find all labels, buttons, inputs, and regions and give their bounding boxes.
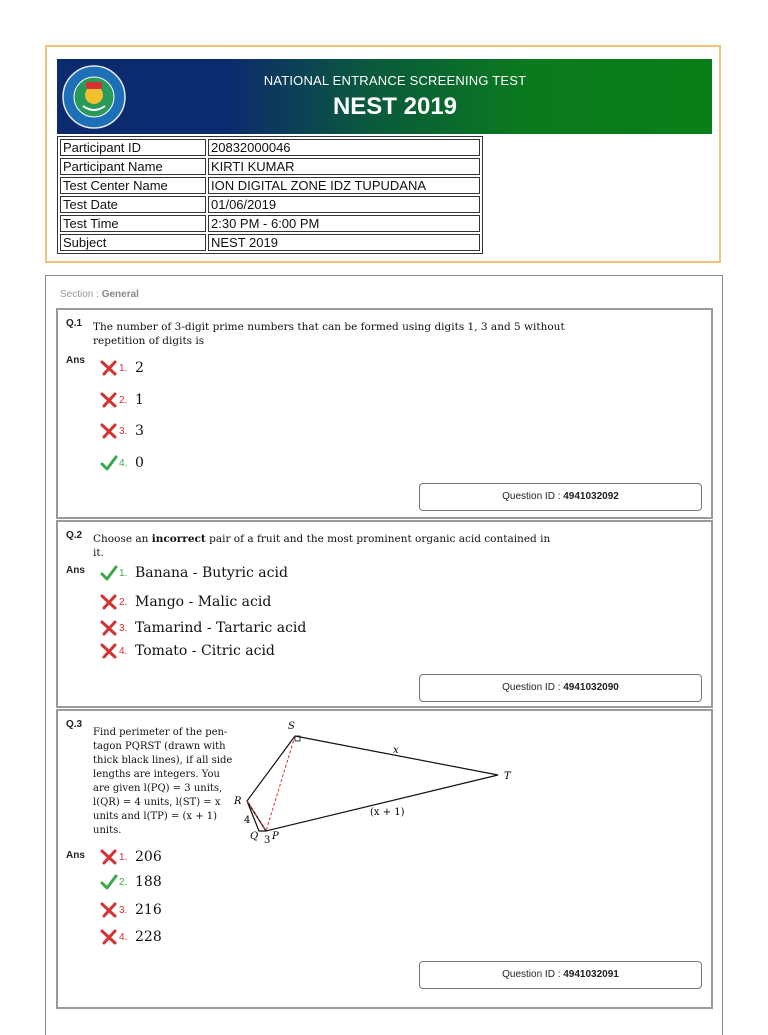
question-id-label: Question ID : xyxy=(502,491,561,502)
question-text-line: repetition of digits is xyxy=(93,335,205,347)
subject-label: Subject xyxy=(60,234,206,251)
label-q: Q xyxy=(250,831,259,842)
option-3 xyxy=(100,620,306,636)
test-date-value: 01/06/2019 xyxy=(208,196,480,213)
option-4 xyxy=(100,643,275,659)
option-2 xyxy=(100,392,144,408)
test-center-label: Test Center Name xyxy=(60,177,206,194)
answer-label: Ans xyxy=(66,850,85,861)
option-3 xyxy=(100,423,144,439)
option-2 xyxy=(100,874,162,890)
question-text xyxy=(93,532,550,560)
option-text: Tomato - Citric acid xyxy=(135,643,275,659)
test-time-label: Test Time xyxy=(60,215,206,232)
cross-icon xyxy=(100,594,118,610)
pentagon-figure xyxy=(228,715,528,845)
label-r: R xyxy=(234,796,242,807)
cross-icon xyxy=(100,423,118,439)
question-text-line: lengths are integers. You xyxy=(93,769,220,780)
question-id-value: 4941032090 xyxy=(563,682,619,693)
answer-label: Ans xyxy=(66,355,85,366)
option-text: 3 xyxy=(135,423,144,439)
option-2 xyxy=(100,594,271,610)
banner-subtitle: NATIONAL ENTRANCE SCREENING TEST xyxy=(263,73,527,88)
option-text: Tamarind - Tartaric acid xyxy=(135,620,307,636)
question-text-bold: incorrect xyxy=(151,533,206,545)
option-number: 3. xyxy=(119,904,128,916)
question-text xyxy=(93,726,232,838)
label-x-plus-1: (x + 1) xyxy=(370,807,405,818)
option-number: 2. xyxy=(119,394,128,406)
label-four: 4 xyxy=(244,815,251,826)
participant-info-table xyxy=(57,136,483,254)
option-text: 206 xyxy=(135,849,162,865)
check-icon xyxy=(100,455,118,471)
diagonal-sp xyxy=(266,736,295,831)
section-label xyxy=(60,289,139,300)
question-text-line: thick black lines), if all side xyxy=(93,755,233,766)
table-row xyxy=(60,158,480,175)
option-number: 4. xyxy=(119,645,128,657)
test-center-value: ION DIGITAL ZONE IDZ TUPUDANA xyxy=(208,177,480,194)
check-icon xyxy=(100,874,118,890)
label-t: T xyxy=(504,771,511,782)
option-number: 1. xyxy=(119,851,128,863)
option-1 xyxy=(100,565,288,581)
option-number: 3. xyxy=(119,622,128,634)
participant-name-label: Participant Name xyxy=(60,158,206,175)
question-text-part: Choose an xyxy=(93,533,152,545)
participant-id-value: 20832000046 xyxy=(208,139,480,156)
nest-logo-icon xyxy=(61,64,127,130)
question-text-line: units and l(TP) = (x + 1) xyxy=(93,811,218,822)
question-id-label: Question ID : xyxy=(502,969,561,980)
option-text: Mango - Malic acid xyxy=(135,594,272,610)
question-number: Q.3 xyxy=(66,719,83,730)
option-text: Banana - Butyric acid xyxy=(135,565,288,581)
option-number: 1. xyxy=(119,362,128,374)
question-text-line: The number of 3-digit prime numbers that can be formed using digits 1, 3 and 5 without xyxy=(93,321,565,333)
question-id-value: 4941032092 xyxy=(563,491,619,502)
cross-icon xyxy=(100,643,118,659)
option-text: 1 xyxy=(135,392,144,408)
question-id-value: 4941032091 xyxy=(563,969,619,980)
question-text-line: Find perimeter of the pen- xyxy=(93,727,228,738)
option-4 xyxy=(100,929,162,945)
option-text: 0 xyxy=(135,455,144,471)
question-card-1 xyxy=(56,308,713,519)
test-time-value: 2:30 PM - 6:00 PM xyxy=(208,215,480,232)
question-text-line: units. xyxy=(93,825,122,836)
section-name: General xyxy=(101,289,139,300)
option-text: 216 xyxy=(135,902,162,918)
check-icon xyxy=(100,565,118,581)
label-x: x xyxy=(393,745,399,756)
participant-name-value: KIRTI KUMAR xyxy=(208,158,480,175)
table-row xyxy=(60,139,480,156)
question-id-box xyxy=(419,674,702,702)
label-p: P xyxy=(272,831,279,842)
option-number: 2. xyxy=(119,876,128,888)
question-text-line: are given l(PQ) = 3 units, xyxy=(93,783,223,794)
question-text-line xyxy=(93,532,550,546)
option-4 xyxy=(100,455,144,471)
label-s: S xyxy=(288,721,295,732)
option-text: 188 xyxy=(135,874,162,890)
participant-id-label: Participant ID xyxy=(60,139,206,156)
question-text xyxy=(93,320,565,348)
cross-icon xyxy=(100,849,118,865)
cross-icon xyxy=(100,360,118,376)
option-text: 2 xyxy=(135,360,144,376)
question-id-box xyxy=(419,483,702,511)
option-number: 2. xyxy=(119,596,128,608)
label-three: 3 xyxy=(264,835,271,845)
question-text-part: pair of a fruit and the most prominent organic acid contained in xyxy=(205,533,551,545)
question-id-label: Question ID : xyxy=(502,682,561,693)
cross-icon xyxy=(100,902,118,918)
cross-icon xyxy=(100,929,118,945)
table-row xyxy=(60,215,480,232)
section-prefix: Section : xyxy=(60,289,99,300)
question-card-3 xyxy=(56,709,713,1009)
option-number: 4. xyxy=(119,931,128,943)
question-text-line: l(QR) = 4 units, l(ST) = x xyxy=(93,797,221,808)
question-number: Q.1 xyxy=(66,318,83,329)
option-number: 4. xyxy=(119,457,128,469)
table-row xyxy=(60,177,480,194)
option-1 xyxy=(100,360,144,376)
question-number: Q.2 xyxy=(66,530,83,541)
question-id-box xyxy=(419,961,702,989)
banner-title: NEST 2019 xyxy=(332,93,458,120)
question-text-line: tagon PQRST (drawn with xyxy=(93,741,226,752)
table-row xyxy=(60,196,480,213)
subject-value: NEST 2019 xyxy=(208,234,480,251)
option-number: 3. xyxy=(119,425,128,437)
option-text: 228 xyxy=(135,929,162,945)
test-date-label: Test Date xyxy=(60,196,206,213)
table-row xyxy=(60,234,480,251)
option-number: 1. xyxy=(119,567,128,579)
cross-icon xyxy=(100,620,118,636)
answer-label: Ans xyxy=(66,565,85,576)
question-text-line: it. xyxy=(93,547,104,559)
question-card-2 xyxy=(56,520,713,708)
option-3 xyxy=(100,902,162,918)
option-1 xyxy=(100,849,162,865)
cross-icon xyxy=(100,392,118,408)
